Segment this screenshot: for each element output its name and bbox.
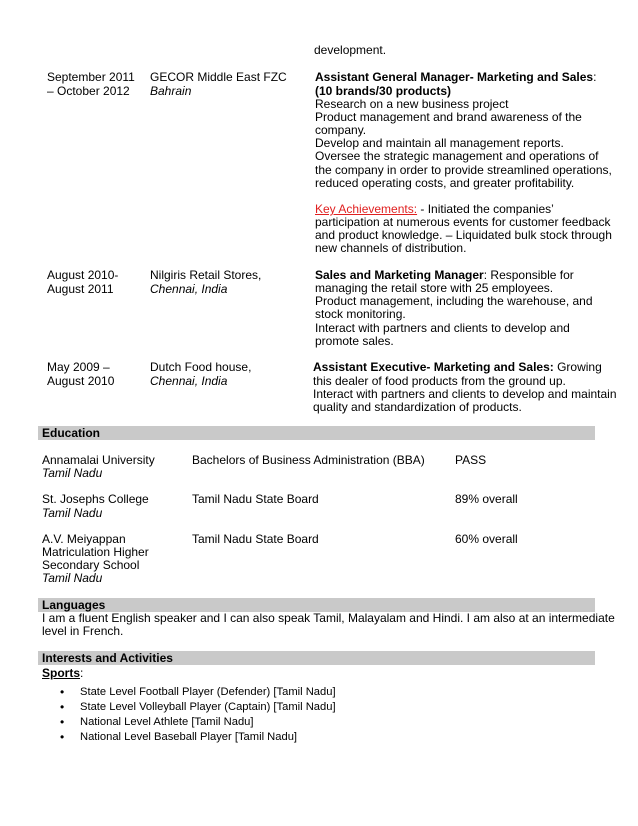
job-dates-start: August 2010-	[47, 268, 119, 282]
education-result: 60% overall	[455, 532, 518, 546]
education-qualification: Tamil Nadu State Board	[192, 492, 319, 506]
job-title-line	[313, 361, 602, 374]
achievements-text: and product knowledge. – Liquidated bulk stock through	[315, 228, 612, 242]
education-institution: Annamalai University	[42, 453, 155, 467]
languages-heading: Languages	[38, 598, 595, 612]
job-title: Assistant General Manager- Marketing and Sales	[315, 70, 594, 84]
education-institution: St. Josephs College	[42, 492, 149, 506]
education-heading: Education	[38, 426, 595, 440]
job-line: reduced operating costs, and greater profitability.	[315, 176, 575, 190]
education-place: Tamil Nadu	[42, 506, 103, 520]
achievements-text: new channels of distribution.	[315, 241, 467, 255]
list-item: • National Level Baseball Player [Tamil Nadu]	[58, 730, 336, 745]
job-line: Develop and maintain all management reports.	[315, 136, 564, 150]
languages-text: I am a fluent English speaker and I can also speak Tamil, Malayalam and Hindi. I am also at an intermediate	[42, 611, 615, 625]
job-location: Chennai, India	[150, 374, 228, 388]
job-line: managing the retail store with 25 employees.	[315, 281, 554, 295]
job-company: GECOR Middle East FZC	[150, 70, 287, 84]
job-line: Product management, including the warehouse, and	[315, 294, 593, 308]
education-qualification: Bachelors of Business Administration (BBA)	[192, 453, 425, 467]
interests-heading: Interests and Activities	[38, 651, 595, 665]
list-item: • State Level Volleyball Player (Captain) [Tamil Nadu]	[58, 700, 336, 715]
achievements-text: participation at numerous events for customer feedback	[315, 215, 611, 229]
achievements-first: - Initiated the companies’	[417, 202, 554, 216]
list-item: • National Level Athlete [Tamil Nadu]	[58, 715, 336, 730]
job-company: Nilgiris Retail Stores,	[150, 268, 262, 282]
job-dates-end: August 2011	[47, 282, 114, 296]
sports-label-line	[42, 667, 83, 680]
job-line: Product management and brand awareness of the	[315, 110, 582, 124]
sports-label: Sports	[42, 666, 81, 680]
job-location: Bahrain	[150, 84, 192, 98]
job-title-suffix: : Responsible for	[483, 268, 574, 282]
job-dates-end: August 2010	[47, 374, 115, 388]
job-title-suffix: Growing	[553, 360, 602, 374]
job-title: Assistant Executive- Marketing and Sales:	[313, 360, 554, 374]
education-qualification: Tamil Nadu State Board	[192, 532, 319, 546]
job-dates-start: May 2009 –	[47, 360, 110, 374]
sports-colon: :	[80, 666, 84, 680]
education-institution: Secondary School	[42, 558, 140, 572]
job-dates-start: September 2011	[47, 70, 135, 84]
job-line: this dealer of food products from the ground up.	[313, 374, 566, 388]
education-result: PASS	[455, 453, 487, 467]
job-line: quality and standardization of products.	[313, 400, 522, 414]
job-line: Interact with partners and clients to develop and maintain	[313, 387, 617, 401]
experience-tail-text: development.	[314, 43, 387, 57]
job-line: Oversee the strategic management and operations of	[315, 149, 599, 163]
job-title-line	[315, 71, 605, 84]
job-dates-end: – October 2012	[47, 84, 130, 98]
job-company: Dutch Food house,	[150, 360, 252, 374]
sports-list	[58, 685, 336, 745]
job-title: Sales and Marketing Manager	[315, 268, 484, 282]
education-institution: A.V. Meiyappan	[42, 532, 126, 546]
education-result: 89% overall	[455, 492, 518, 506]
job-title-suffix: :	[593, 70, 597, 84]
achievements-label: Key Achievements:	[315, 202, 418, 216]
education-place: Tamil Nadu	[42, 466, 103, 480]
job-line: Interact with partners and clients to develop and	[315, 321, 570, 335]
job-line: stock monitoring.	[315, 307, 406, 321]
job-line: Research on a new business project	[315, 97, 509, 111]
list-item: • State Level Football Player (Defender) [Tamil Nadu]	[58, 685, 336, 700]
job-brands: (10 brands/30 products)	[315, 84, 452, 98]
education-institution: Matriculation Higher	[42, 545, 149, 559]
job-location: Chennai, India	[150, 282, 228, 296]
job-line: the company in order to provide streamlined operations,	[315, 163, 612, 177]
job-line: promote sales.	[315, 334, 394, 348]
languages-text: level in French.	[42, 624, 124, 638]
job-line: company.	[315, 123, 367, 137]
education-place: Tamil Nadu	[42, 571, 103, 585]
